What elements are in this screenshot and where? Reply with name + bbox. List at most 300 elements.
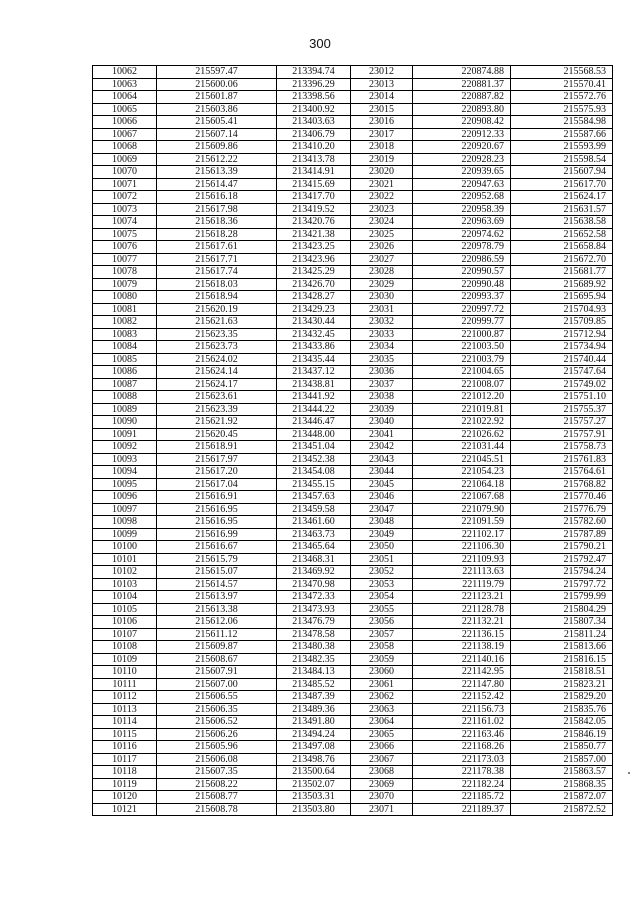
table-cell: 23043 xyxy=(351,453,413,466)
table-row xyxy=(93,766,613,779)
table-cell: 10121 xyxy=(93,803,157,816)
table-row xyxy=(93,341,613,354)
table-cell: 221102.17 xyxy=(413,528,511,541)
table-cell: 215782.60 xyxy=(511,516,613,529)
table-cell: 215617.70 xyxy=(511,178,613,191)
table-cell: 213469.92 xyxy=(277,566,351,579)
table-cell: 213398.56 xyxy=(277,91,351,104)
table-cell: 23055 xyxy=(351,603,413,616)
table-row xyxy=(93,116,613,129)
table-cell: 10092 xyxy=(93,441,157,454)
table-row xyxy=(93,653,613,666)
table-cell: 220952.68 xyxy=(413,191,511,204)
table-cell: 10093 xyxy=(93,453,157,466)
table-row xyxy=(93,191,613,204)
table-cell: 213400.92 xyxy=(277,103,351,116)
table-cell: 10083 xyxy=(93,328,157,341)
table-cell: 215611.12 xyxy=(157,628,277,641)
table-cell: 23038 xyxy=(351,391,413,404)
table-cell: 23048 xyxy=(351,516,413,529)
table-cell: 215689.92 xyxy=(511,278,613,291)
table-row xyxy=(93,66,613,79)
table-cell: 220986.59 xyxy=(413,253,511,266)
table-cell: 221003.50 xyxy=(413,341,511,354)
table-cell: 10116 xyxy=(93,741,157,754)
table-cell: 215605.96 xyxy=(157,741,277,754)
table-row xyxy=(93,678,613,691)
table-cell: 215757.27 xyxy=(511,416,613,429)
table-cell: 23050 xyxy=(351,541,413,554)
table-cell: 220939.65 xyxy=(413,166,511,179)
table-cell: 221161.02 xyxy=(413,716,511,729)
table-cell: 215617.71 xyxy=(157,253,277,266)
table-row xyxy=(93,553,613,566)
table-cell: 221045.51 xyxy=(413,453,511,466)
table-cell: 215601.87 xyxy=(157,91,277,104)
table-cell: 221182.24 xyxy=(413,778,511,791)
table-row xyxy=(93,103,613,116)
table-row xyxy=(93,441,613,454)
table-cell: 10096 xyxy=(93,491,157,504)
table-cell: 10100 xyxy=(93,541,157,554)
table-cell: 10117 xyxy=(93,753,157,766)
table-cell: 215712.94 xyxy=(511,328,613,341)
table-cell: 10065 xyxy=(93,103,157,116)
table-cell: 215757.91 xyxy=(511,428,613,441)
table-cell: 215607.00 xyxy=(157,678,277,691)
table-row xyxy=(93,291,613,304)
table-cell: 10063 xyxy=(93,78,157,91)
table-cell: 213432.45 xyxy=(277,328,351,341)
table-cell: 221128.78 xyxy=(413,603,511,616)
table-cell: 215606.52 xyxy=(157,716,277,729)
table-cell: 10105 xyxy=(93,603,157,616)
table-cell: 23026 xyxy=(351,241,413,254)
table-cell: 213425.29 xyxy=(277,266,351,279)
table-cell: 10118 xyxy=(93,766,157,779)
table-cell: 213476.79 xyxy=(277,616,351,629)
table-cell: 23063 xyxy=(351,703,413,716)
table-row xyxy=(93,203,613,216)
table-cell: 215799.99 xyxy=(511,591,613,604)
table-cell: 215823.21 xyxy=(511,678,613,691)
table-cell: 221140.16 xyxy=(413,653,511,666)
table-cell: 23012 xyxy=(351,66,413,79)
table-cell: 215857.00 xyxy=(511,753,613,766)
table-row xyxy=(93,641,613,654)
table-cell: 23065 xyxy=(351,728,413,741)
table-cell: 215618.28 xyxy=(157,228,277,241)
table-cell: 215829.20 xyxy=(511,691,613,704)
table-cell: 23028 xyxy=(351,266,413,279)
table-cell: 215768.82 xyxy=(511,478,613,491)
table-cell: 10107 xyxy=(93,628,157,641)
table-cell: 23023 xyxy=(351,203,413,216)
table-cell: 221123.21 xyxy=(413,591,511,604)
table-cell: 220947.63 xyxy=(413,178,511,191)
table-cell: 215613.39 xyxy=(157,166,277,179)
table-cell: 215598.54 xyxy=(511,153,613,166)
table-cell: 215607.91 xyxy=(157,666,277,679)
table-row xyxy=(93,378,613,391)
table-cell: 213406.79 xyxy=(277,128,351,141)
table-row xyxy=(93,628,613,641)
table-row xyxy=(93,803,613,816)
table-cell: 23022 xyxy=(351,191,413,204)
table-cell: 215616.99 xyxy=(157,528,277,541)
table-cell: 23039 xyxy=(351,403,413,416)
table-row xyxy=(93,791,613,804)
table-cell: 215794.24 xyxy=(511,566,613,579)
table-cell: 10097 xyxy=(93,503,157,516)
table-cell: 221000.87 xyxy=(413,328,511,341)
table-cell: 23053 xyxy=(351,578,413,591)
table-cell: 23024 xyxy=(351,216,413,229)
table-row xyxy=(93,366,613,379)
table-row xyxy=(93,241,613,254)
table-cell: 10068 xyxy=(93,141,157,154)
table-cell: 215872.07 xyxy=(511,791,613,804)
table-cell: 23020 xyxy=(351,166,413,179)
table-cell: 10062 xyxy=(93,66,157,79)
table-row xyxy=(93,666,613,679)
table-cell: 23058 xyxy=(351,641,413,654)
table-cell: 23035 xyxy=(351,353,413,366)
table-cell: 215608.78 xyxy=(157,803,277,816)
table-cell: 215572.76 xyxy=(511,91,613,104)
table-cell: 23036 xyxy=(351,366,413,379)
table-row xyxy=(93,216,613,229)
table-cell: 215672.70 xyxy=(511,253,613,266)
table-cell: 215615.07 xyxy=(157,566,277,579)
table-cell: 221168.26 xyxy=(413,741,511,754)
table-row xyxy=(93,428,613,441)
table-cell: 213437.12 xyxy=(277,366,351,379)
table-cell: 221004.65 xyxy=(413,366,511,379)
table-row xyxy=(93,741,613,754)
table-cell: 215615.79 xyxy=(157,553,277,566)
table-cell: 215616.95 xyxy=(157,516,277,529)
table-cell: 215605.41 xyxy=(157,116,277,129)
table-cell: 215761.83 xyxy=(511,453,613,466)
table-cell: 215652.58 xyxy=(511,228,613,241)
table-cell: 213438.81 xyxy=(277,378,351,391)
table-row xyxy=(93,253,613,266)
table-cell: 213468.31 xyxy=(277,553,351,566)
table-row xyxy=(93,303,613,316)
table-cell: 10115 xyxy=(93,728,157,741)
table-cell: 23054 xyxy=(351,591,413,604)
table-cell: 213414.91 xyxy=(277,166,351,179)
table-cell: 23018 xyxy=(351,141,413,154)
table-cell: 215868.35 xyxy=(511,778,613,791)
table-cell: 215617.04 xyxy=(157,478,277,491)
table-cell: 10082 xyxy=(93,316,157,329)
table-cell: 10072 xyxy=(93,191,157,204)
table-cell: 10066 xyxy=(93,116,157,129)
table-row xyxy=(93,78,613,91)
table-cell: 10071 xyxy=(93,178,157,191)
table-row xyxy=(93,91,613,104)
table-cell: 10101 xyxy=(93,553,157,566)
table-cell: 215618.36 xyxy=(157,216,277,229)
table-cell: 215609.86 xyxy=(157,141,277,154)
table-cell: 220963.69 xyxy=(413,216,511,229)
table-row xyxy=(93,778,613,791)
table-cell: 213403.63 xyxy=(277,116,351,129)
table-cell: 215863.57 xyxy=(511,766,613,779)
table-cell: 213433.86 xyxy=(277,341,351,354)
table-cell: 23016 xyxy=(351,116,413,129)
table-cell: 220912.33 xyxy=(413,128,511,141)
table-row xyxy=(93,516,613,529)
table-cell: 23056 xyxy=(351,616,413,629)
table-cell: 215658.84 xyxy=(511,241,613,254)
table-cell: 23025 xyxy=(351,228,413,241)
table-cell: 213452.38 xyxy=(277,453,351,466)
table-cell: 215770.46 xyxy=(511,491,613,504)
table-cell: 213470.98 xyxy=(277,578,351,591)
table-cell: 215620.45 xyxy=(157,428,277,441)
table-cell: 215617.20 xyxy=(157,466,277,479)
table-cell: 215609.87 xyxy=(157,641,277,654)
table-cell: 10113 xyxy=(93,703,157,716)
table-cell: 213503.80 xyxy=(277,803,351,816)
table-cell: 213430.44 xyxy=(277,316,351,329)
table-cell: 23041 xyxy=(351,428,413,441)
table-cell: 23047 xyxy=(351,503,413,516)
table-cell: 23066 xyxy=(351,741,413,754)
table-cell: 215614.57 xyxy=(157,578,277,591)
table-cell: 23067 xyxy=(351,753,413,766)
table-cell: 215618.03 xyxy=(157,278,277,291)
table-cell: 213487.39 xyxy=(277,691,351,704)
table-row xyxy=(93,128,613,141)
table-cell: 215709.85 xyxy=(511,316,613,329)
table-row xyxy=(93,466,613,479)
table-cell: 215606.55 xyxy=(157,691,277,704)
table-cell: 10086 xyxy=(93,366,157,379)
table-cell: 221189.37 xyxy=(413,803,511,816)
table-row xyxy=(93,453,613,466)
table-cell: 10075 xyxy=(93,228,157,241)
table-cell: 220978.79 xyxy=(413,241,511,254)
table-cell: 23064 xyxy=(351,716,413,729)
table-cell: 23068 xyxy=(351,766,413,779)
table-cell: 23045 xyxy=(351,478,413,491)
table-cell: 215607.14 xyxy=(157,128,277,141)
table-cell: 23071 xyxy=(351,803,413,816)
table-cell: 213465.64 xyxy=(277,541,351,554)
table-row xyxy=(93,266,613,279)
table-cell: 10077 xyxy=(93,253,157,266)
table-row xyxy=(93,691,613,704)
table-cell: 215616.18 xyxy=(157,191,277,204)
table-cell: 215624.02 xyxy=(157,353,277,366)
table-cell: 220920.67 xyxy=(413,141,511,154)
table-cell: 221132.21 xyxy=(413,616,511,629)
table-cell: 215776.79 xyxy=(511,503,613,516)
table-row xyxy=(93,353,613,366)
table-row xyxy=(93,503,613,516)
table-cell: 221109.93 xyxy=(413,553,511,566)
table-cell: 215846.19 xyxy=(511,728,613,741)
coordinate-table-body xyxy=(93,66,613,816)
table-cell: 215593.99 xyxy=(511,141,613,154)
table-cell: 213500.64 xyxy=(277,766,351,779)
table-cell: 213428.27 xyxy=(277,291,351,304)
table-cell: 10091 xyxy=(93,428,157,441)
table-cell: 10080 xyxy=(93,291,157,304)
table-cell: 10085 xyxy=(93,353,157,366)
table-cell: 23030 xyxy=(351,291,413,304)
table-cell: 221026.62 xyxy=(413,428,511,441)
table-row xyxy=(93,278,613,291)
table-row xyxy=(93,566,613,579)
table-cell: 10109 xyxy=(93,653,157,666)
table-row xyxy=(93,153,613,166)
table-cell: 221138.19 xyxy=(413,641,511,654)
table-cell: 221173.03 xyxy=(413,753,511,766)
table-cell: 213478.58 xyxy=(277,628,351,641)
table-cell: 23046 xyxy=(351,491,413,504)
table-cell: 23017 xyxy=(351,128,413,141)
table-cell: 215621.92 xyxy=(157,416,277,429)
table-cell: 215835.76 xyxy=(511,703,613,716)
table-cell: 213482.35 xyxy=(277,653,351,666)
table-cell: 213448.00 xyxy=(277,428,351,441)
table-cell: 10074 xyxy=(93,216,157,229)
table-cell: 215623.39 xyxy=(157,403,277,416)
table-cell: 215603.86 xyxy=(157,103,277,116)
table-cell: 23051 xyxy=(351,553,413,566)
table-cell: 213455.15 xyxy=(277,478,351,491)
table-cell: 213423.25 xyxy=(277,241,351,254)
table-cell: 215616.95 xyxy=(157,503,277,516)
table-cell: 23040 xyxy=(351,416,413,429)
table-cell: 23034 xyxy=(351,341,413,354)
table-cell: 213396.29 xyxy=(277,78,351,91)
table-cell: 221022.92 xyxy=(413,416,511,429)
table-cell: 215614.47 xyxy=(157,178,277,191)
table-cell: 23061 xyxy=(351,678,413,691)
table-cell: 213463.73 xyxy=(277,528,351,541)
table-cell: 215764.61 xyxy=(511,466,613,479)
table-cell: 10069 xyxy=(93,153,157,166)
table-cell: 213446.47 xyxy=(277,416,351,429)
table-cell: 215617.61 xyxy=(157,241,277,254)
table-cell: 23049 xyxy=(351,528,413,541)
table-cell: 23029 xyxy=(351,278,413,291)
table-cell: 10106 xyxy=(93,616,157,629)
table-cell: 215623.35 xyxy=(157,328,277,341)
table-cell: 221064.18 xyxy=(413,478,511,491)
table-cell: 220958.39 xyxy=(413,203,511,216)
table-cell: 215749.02 xyxy=(511,378,613,391)
table-cell: 220993.37 xyxy=(413,291,511,304)
table-row xyxy=(93,541,613,554)
table-cell: 215751.10 xyxy=(511,391,613,404)
table-cell: 213503.31 xyxy=(277,791,351,804)
table-cell: 215734.94 xyxy=(511,341,613,354)
table-cell: 220990.57 xyxy=(413,266,511,279)
table-cell: 221106.30 xyxy=(413,541,511,554)
table-cell: 213413.78 xyxy=(277,153,351,166)
table-cell: 10110 xyxy=(93,666,157,679)
table-cell: 10108 xyxy=(93,641,157,654)
table-cell: 213435.44 xyxy=(277,353,351,366)
table-cell: 215631.57 xyxy=(511,203,613,216)
table-cell: 213494.24 xyxy=(277,728,351,741)
table-cell: 221019.81 xyxy=(413,403,511,416)
table-cell: 23033 xyxy=(351,328,413,341)
table-cell: 10099 xyxy=(93,528,157,541)
table-cell: 10090 xyxy=(93,416,157,429)
stray-dot xyxy=(628,772,630,774)
table-cell: 215758.73 xyxy=(511,441,613,454)
table-cell: 221008.07 xyxy=(413,378,511,391)
table-cell: 215612.06 xyxy=(157,616,277,629)
table-cell: 23013 xyxy=(351,78,413,91)
table-cell: 10111 xyxy=(93,678,157,691)
table-cell: 213459.58 xyxy=(277,503,351,516)
table-cell: 10119 xyxy=(93,778,157,791)
table-cell: 23057 xyxy=(351,628,413,641)
table-cell: 215608.22 xyxy=(157,778,277,791)
table-row xyxy=(93,328,613,341)
table-cell: 215600.06 xyxy=(157,78,277,91)
table-cell: 220887.82 xyxy=(413,91,511,104)
table-cell: 215606.26 xyxy=(157,728,277,741)
table-cell: 215704.93 xyxy=(511,303,613,316)
table-cell: 23032 xyxy=(351,316,413,329)
table-cell: 213454.08 xyxy=(277,466,351,479)
table-cell: 215616.67 xyxy=(157,541,277,554)
table-cell: 215624.14 xyxy=(157,366,277,379)
table-row xyxy=(93,491,613,504)
table-cell: 23037 xyxy=(351,378,413,391)
table-cell: 10078 xyxy=(93,266,157,279)
table-cell: 215813.66 xyxy=(511,641,613,654)
table-cell: 221067.68 xyxy=(413,491,511,504)
table-cell: 23021 xyxy=(351,178,413,191)
table-cell: 10098 xyxy=(93,516,157,529)
table-cell: 220990.48 xyxy=(413,278,511,291)
table-cell: 10087 xyxy=(93,378,157,391)
table-cell: 215790.21 xyxy=(511,541,613,554)
table-cell: 23069 xyxy=(351,778,413,791)
table-cell: 23052 xyxy=(351,566,413,579)
table-cell: 215613.38 xyxy=(157,603,277,616)
table-cell: 215617.97 xyxy=(157,453,277,466)
table-cell: 215608.67 xyxy=(157,653,277,666)
table-cell: 221012.20 xyxy=(413,391,511,404)
table-cell: 220893.80 xyxy=(413,103,511,116)
table-row xyxy=(93,703,613,716)
table-cell: 213485.52 xyxy=(277,678,351,691)
table-cell: 221091.59 xyxy=(413,516,511,529)
table-cell: 213410.20 xyxy=(277,141,351,154)
table-cell: 213417.70 xyxy=(277,191,351,204)
table-cell: 213394.74 xyxy=(277,66,351,79)
table-cell: 213472.33 xyxy=(277,591,351,604)
table-cell: 221119.79 xyxy=(413,578,511,591)
table-row xyxy=(93,591,613,604)
table-cell: 221031.44 xyxy=(413,441,511,454)
table-row xyxy=(93,178,613,191)
table-cell: 215608.77 xyxy=(157,791,277,804)
table-cell: 215618.91 xyxy=(157,441,277,454)
